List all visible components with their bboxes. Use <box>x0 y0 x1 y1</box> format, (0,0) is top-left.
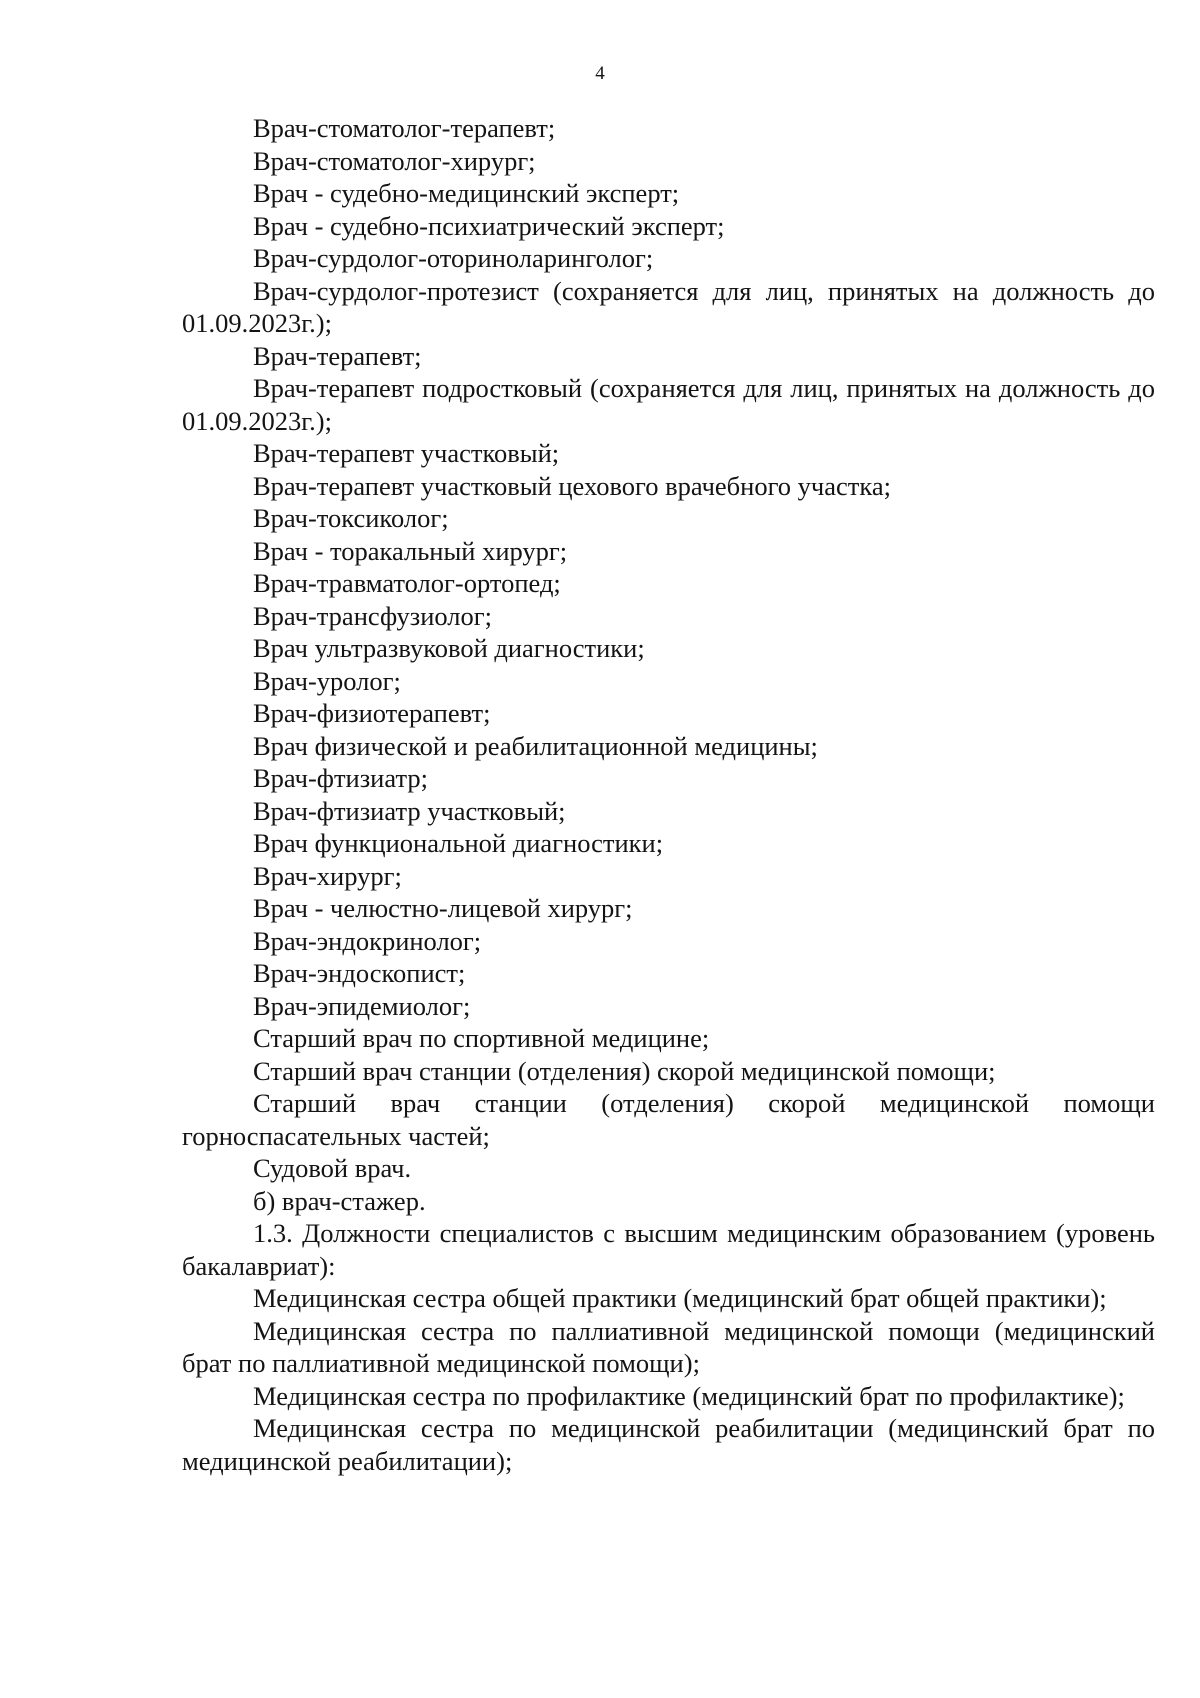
paragraph: Старший врач станции (отделения) скорой медицинской помощи горноспасательных частей; <box>182 1088 1155 1151</box>
paragraph: Врач-трансфузиолог; <box>253 600 492 631</box>
paragraph: Врач-стоматолог-хирург; <box>253 145 536 176</box>
paragraph: Врач-терапевт; <box>253 340 422 371</box>
page-number: 4 <box>595 63 605 84</box>
paragraph: Старший врач по спортивной медицине; <box>253 1023 710 1053</box>
paragraph: Врач-токсиколог; <box>253 503 449 533</box>
paragraph: Судовой врач. <box>253 1153 412 1183</box>
paragraph: Медицинская сестра по паллиативной медицинской помощи (медицинский брат по паллиативной медицинской помощи); <box>182 1315 1155 1378</box>
paragraph: Врач физической и реабилитационной медицины; <box>253 730 818 761</box>
paragraph: б) врач-стажер. <box>253 1185 426 1216</box>
paragraph: Врач ультразвуковой диагностики; <box>253 633 645 663</box>
paragraph: Врач-сурдолог-оториноларинголог; <box>253 243 654 273</box>
paragraph: Врач-терапевт участковый цехового врачебного участка; <box>253 470 891 501</box>
paragraph: Врач-уролог; <box>253 665 401 696</box>
paragraph: Врач - судебно-психиатрический эксперт; <box>253 210 725 241</box>
paragraph: Врач-терапевт участковый; <box>253 438 560 468</box>
document-body <box>182 112 1155 1477</box>
paragraph: Врач-терапевт подростковый (сохраняется для лиц, принятых на должность до 01.09.2023г.); <box>182 373 1155 436</box>
paragraph: Врач - челюстно-лицевой хирург; <box>253 893 633 923</box>
paragraph: Врач-хирург; <box>253 860 402 891</box>
paragraph: Медицинская сестра общей практики (медицинский брат общей практики); <box>253 1283 1107 1313</box>
paragraph: Медицинская сестра по медицинской реабилитации (медицинский брат по медицинской реабилитации); <box>182 1413 1155 1476</box>
paragraph: Врач - торакальный хирург; <box>253 535 568 566</box>
paragraph: Врач-эпидемиолог; <box>253 990 471 1021</box>
paragraph: Врач - судебно-медицинский эксперт; <box>253 178 680 208</box>
section-heading: 1.3. Должности специалистов с высшим медицинским образованием (уровень бакалавриат): <box>182 1218 1155 1281</box>
paragraph: Врач-физиотерапевт; <box>253 698 491 728</box>
paragraph: Врач-фтизиатр; <box>253 763 428 793</box>
paragraph: Старший врач станции (отделения) скорой медицинской помощи; <box>253 1055 996 1086</box>
paragraph: Врач-сурдолог-протезист (сохраняется для лиц, принятых на должность до 01.09.2023г.); <box>182 275 1155 338</box>
paragraph: Медицинская сестра по профилактике (медицинский брат по профилактике); <box>253 1380 1125 1411</box>
paragraph: Врач-фтизиатр участковый; <box>253 795 566 826</box>
paragraph: Врач-эндокринолог; <box>253 925 482 956</box>
paragraph: Врач функциональной диагностики; <box>253 828 664 858</box>
paragraph: Врач-стоматолог-терапевт; <box>253 113 556 143</box>
paragraph: Врач-травматолог-ортопед; <box>253 568 561 598</box>
paragraph: Врач-эндоскопист; <box>253 958 466 988</box>
